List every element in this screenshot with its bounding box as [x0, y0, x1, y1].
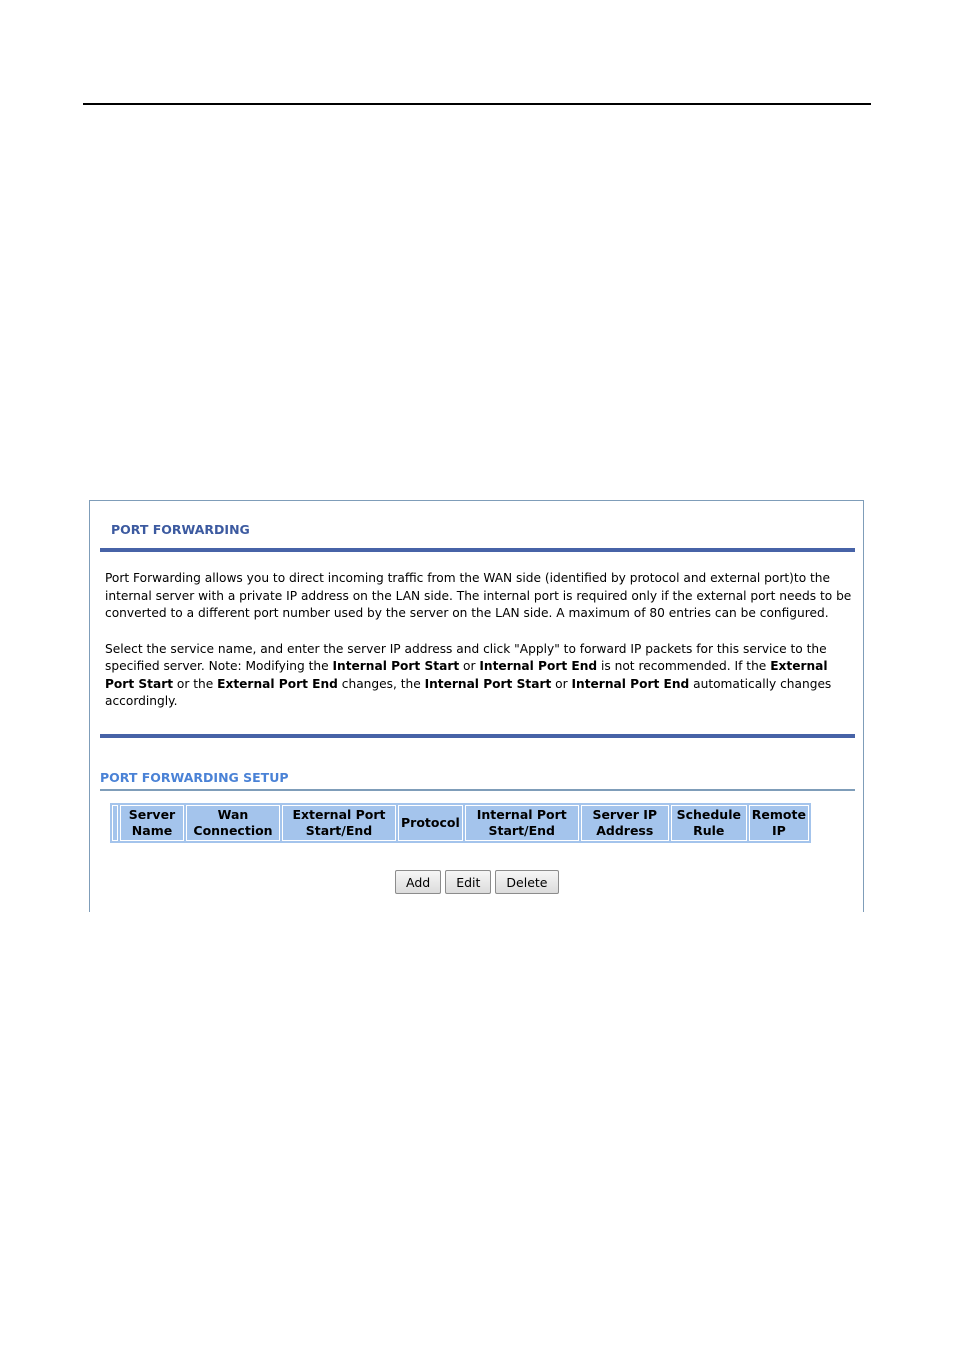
description — [105, 570, 855, 711]
setup-divider — [100, 789, 855, 791]
delete-button[interactable]: Delete — [495, 870, 558, 894]
col-server-ip: Server IP Address — [581, 805, 669, 841]
setup-title: PORT FORWARDING SETUP — [100, 770, 289, 785]
page-title: PORT FORWARDING — [111, 522, 250, 537]
description-paragraph-2: Select the service name, and enter the server IP address and click "Apply" to forward IP packets for this service to the specified server. Note: Modifying the Internal Port Start or Internal Port End is not recommended. If the External Port Start or the External Port End changes, the Internal Port Start or Internal Port End automatically changes accordingly. — [105, 641, 832, 708]
col-external-port: External Port Start/End — [282, 805, 396, 841]
col-server-name: Server Name — [120, 805, 184, 841]
port-forwarding-panel — [89, 500, 864, 912]
col-remote-ip: Remote IP — [749, 805, 809, 841]
edit-button[interactable]: Edit — [445, 870, 491, 894]
select-column-header — [112, 805, 118, 841]
port-forwarding-table — [110, 803, 811, 843]
table-header-row — [112, 805, 809, 841]
col-schedule-rule: Schedule Rule — [671, 805, 747, 841]
col-internal-port: Internal Port Start/End — [465, 805, 579, 841]
top-rule — [83, 103, 871, 105]
col-protocol: Protocol — [398, 805, 463, 841]
description-divider — [100, 734, 855, 738]
col-wan-connection: Wan Connection — [186, 805, 280, 841]
description-paragraph-1: Port Forwarding allows you to direct incoming traffic from the WAN side (identified by protocol and external port)to the internal server with a private IP address on the LAN side. The internal port is required only if the external port needs to be converted to a different port number used by the server on the LAN side. A maximum of 80 entries can be configured. — [105, 571, 852, 620]
add-button[interactable]: Add — [395, 870, 441, 894]
action-buttons — [395, 870, 559, 894]
title-divider — [100, 548, 855, 552]
